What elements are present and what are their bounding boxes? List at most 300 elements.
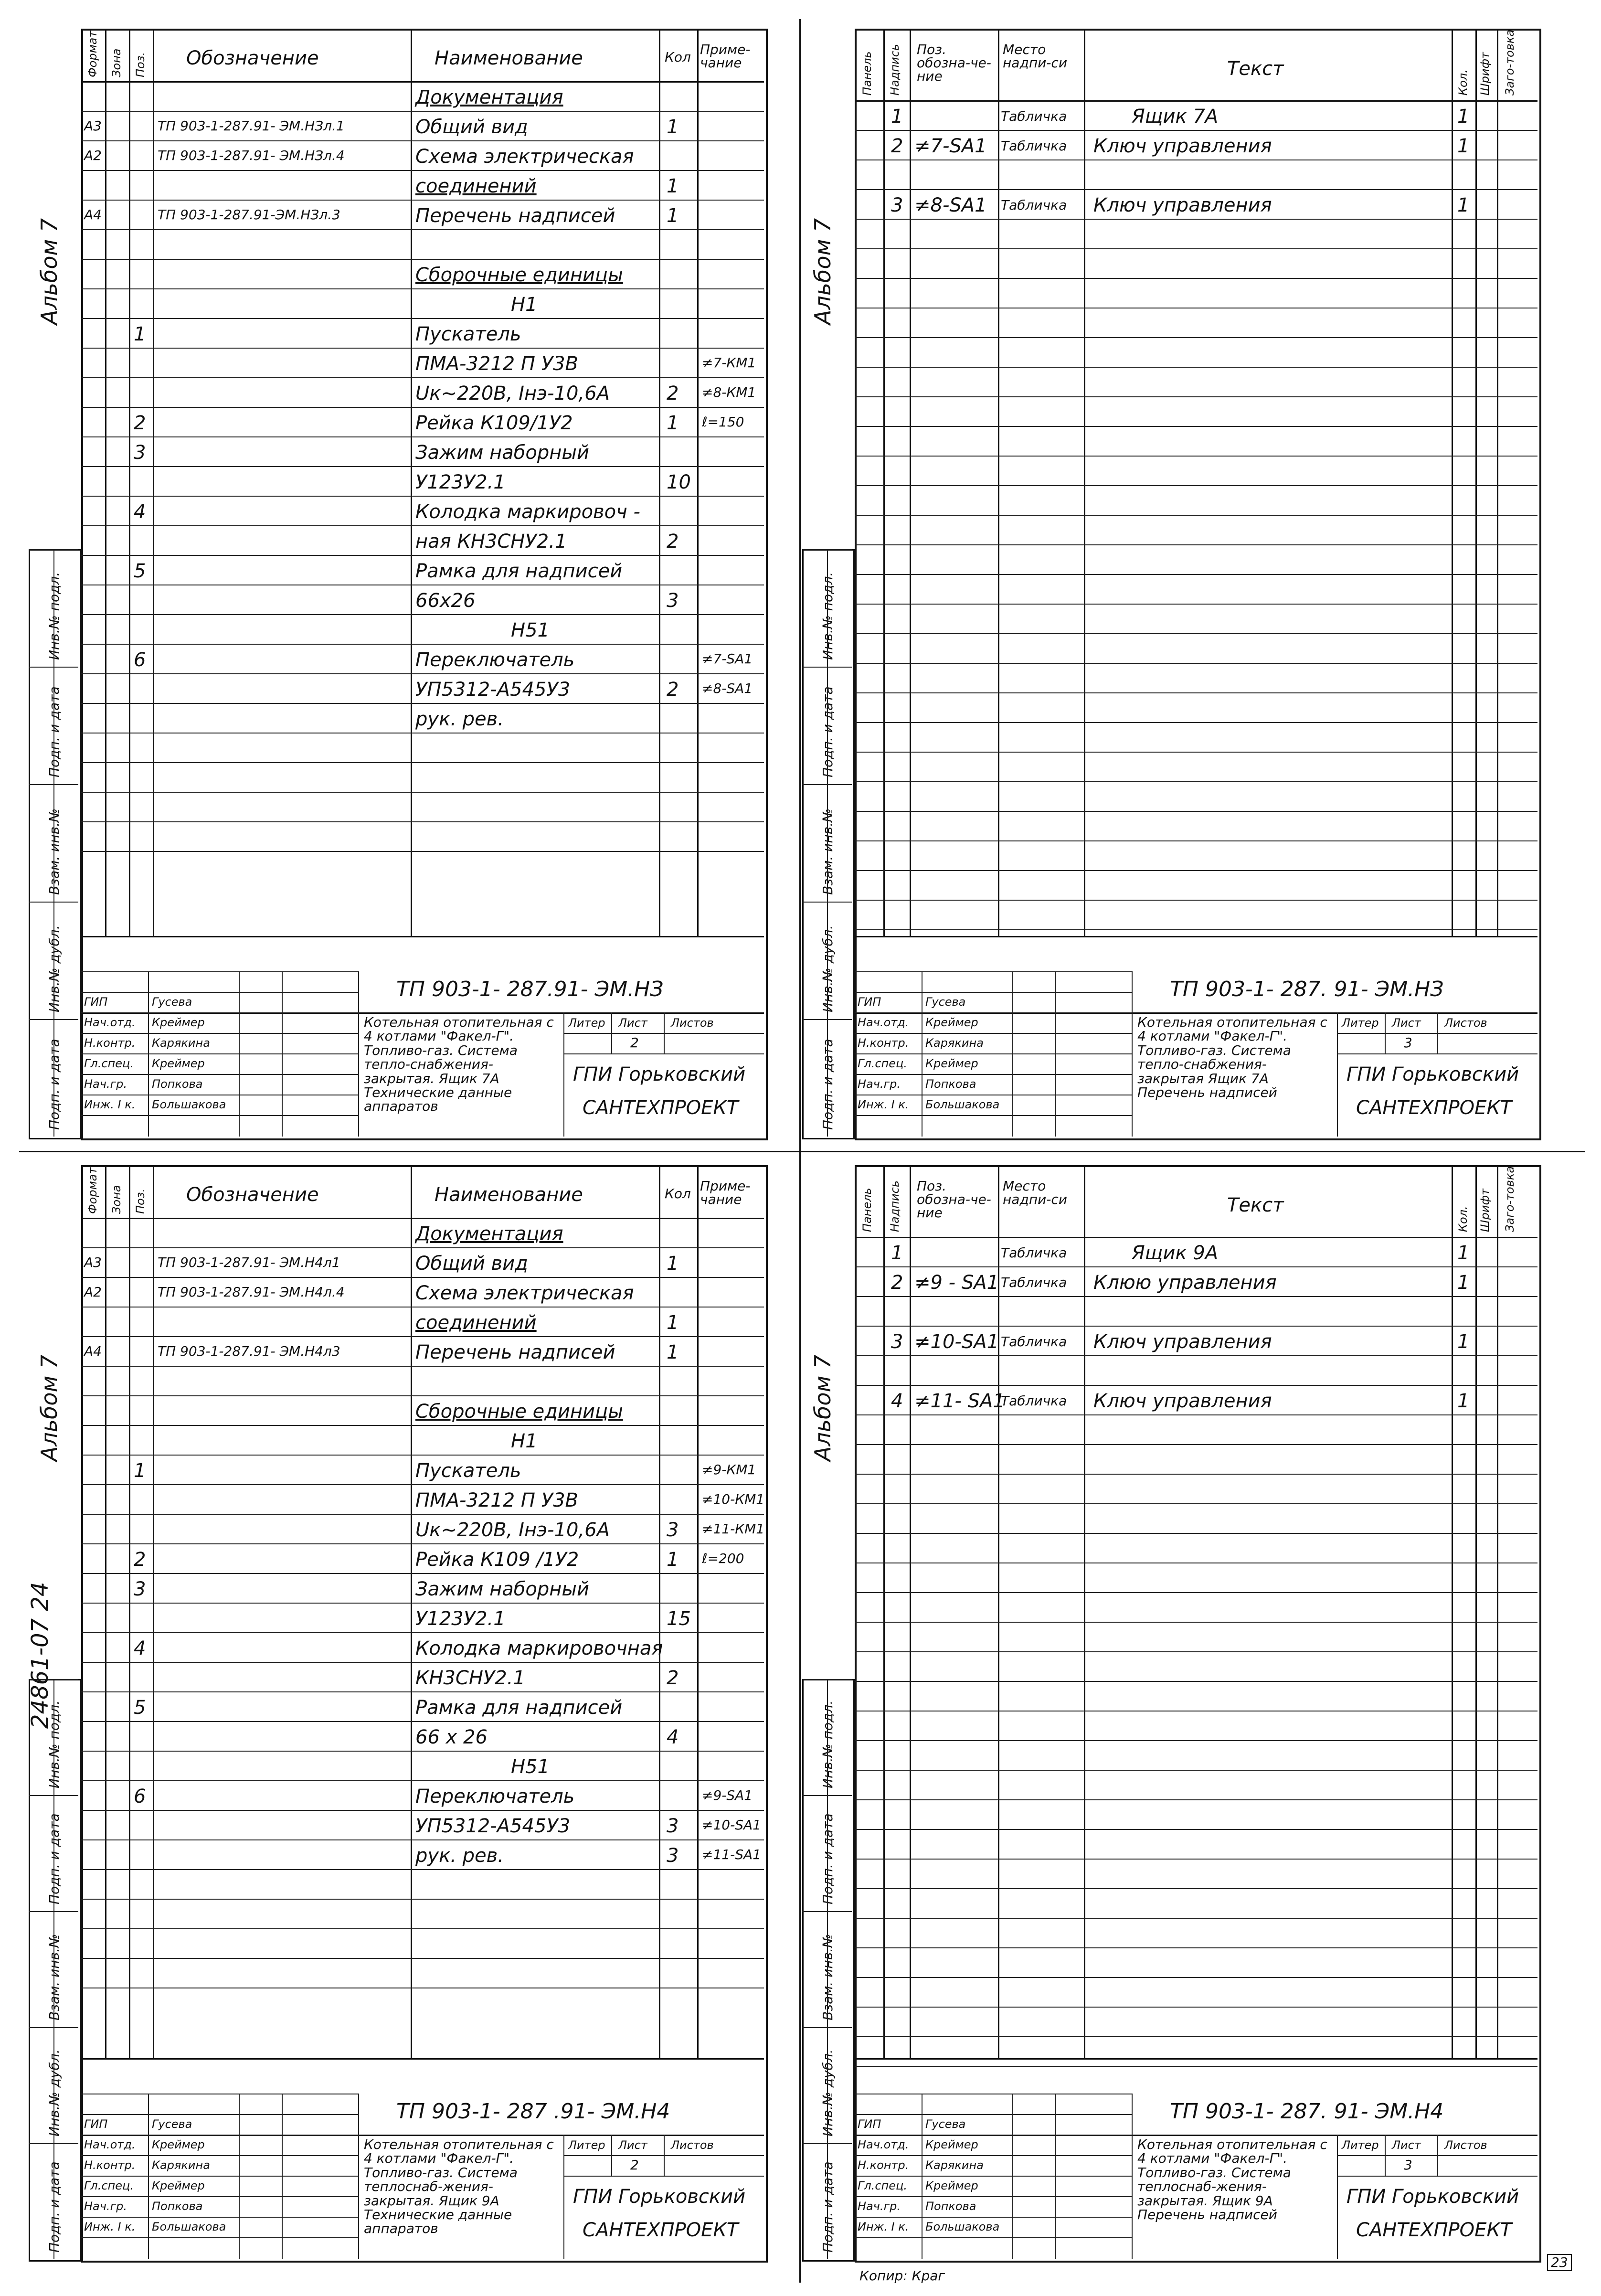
- list-col-line: [1475, 1165, 1477, 2058]
- title-block-role: Нач.гр.: [84, 1077, 127, 1091]
- side-strip-split: [827, 549, 828, 1137]
- side-label: Инв.№ дубл.: [820, 925, 836, 1012]
- list-row-line: [855, 1977, 1537, 1978]
- spec-row-line: [81, 673, 764, 674]
- spec-row-line: [81, 436, 764, 437]
- list-row-line: [855, 1799, 1537, 1800]
- spec-designation: ТП 903-1-287.91- ЭМ.Н4л.4: [158, 1284, 345, 1300]
- list-col-line: [883, 29, 885, 936]
- spec-name: Зажим наборный: [415, 1578, 590, 1600]
- spec-col-line: [129, 29, 130, 936]
- title-block-role: ГИП: [858, 995, 881, 1009]
- spec-name: Сборочные единицы: [415, 264, 623, 286]
- list-row-line: [855, 2007, 1537, 2008]
- side-label: Подп. и дата: [46, 686, 62, 777]
- title-block-name: Карякина: [152, 2158, 210, 2172]
- spec-name: Рамка для надписей: [415, 560, 623, 582]
- list-row-line: [855, 1888, 1537, 1889]
- side-label: Инв.№ подл.: [820, 1700, 836, 1788]
- spec-row-line: [81, 525, 764, 526]
- spec-row-line: [81, 1662, 764, 1663]
- list-row-line: [855, 1474, 1537, 1475]
- title-block-row: [563, 2155, 764, 2156]
- list-place: Табличка: [1001, 1275, 1067, 1290]
- album-label: Альбом 7: [36, 1354, 62, 1461]
- list-col-line: [998, 29, 999, 936]
- spec-note: ≠7-SA1: [702, 651, 753, 667]
- title-block-role: ГИП: [84, 995, 108, 1009]
- title-block-name: Креймер: [925, 2179, 978, 2192]
- spec-name: У123У2.1: [415, 1608, 506, 1630]
- title-block-org2: САНТЕХПРОЕКТ: [583, 1097, 739, 1119]
- title-block-role: Нач.гр.: [84, 2200, 127, 2213]
- spec-name: Сборочные единицы: [415, 1401, 623, 1423]
- list-qty: 1: [1457, 1390, 1470, 1412]
- album-label: Альбом 7: [810, 218, 836, 325]
- list-col-line: [1084, 29, 1085, 936]
- list-col-line: [1497, 29, 1498, 936]
- spec-qty: 1: [667, 1253, 679, 1275]
- title-block-code: ТП 903-1- 287.91- ЭМ.НЗ: [396, 977, 664, 1001]
- spec-row-line: [81, 703, 764, 704]
- list-pos: ≠7-SA1: [914, 135, 987, 157]
- title-block-sheet: Лист: [1392, 2138, 1421, 2152]
- title-block-name: Креймер: [152, 1016, 205, 1029]
- title-block-desc: Котельная отопительная с 4 котлами "Факел-Г". Топливо-газ. Система тепло-снабжения-закрытая. Ящик 7А Технические данные аппаратов: [364, 1014, 554, 1115]
- spec-qty: 1: [667, 412, 679, 434]
- list-place: Табличка: [1001, 197, 1067, 213]
- spec-pos: 5: [134, 560, 146, 582]
- list-row-line: [855, 1829, 1537, 1830]
- spec-row-line: [81, 229, 764, 230]
- list-row-line: [855, 604, 1537, 605]
- list-pos: ≠9 - SA1: [914, 1272, 999, 1294]
- list-row-line: [855, 1533, 1537, 1534]
- spec-name: Uк~220В, Iнэ-10,6А: [415, 383, 610, 404]
- title-block-sheet-no: 2: [630, 2157, 639, 2173]
- spec-pos: 5: [134, 1697, 146, 1719]
- title-block-role: Гл.спец.: [84, 2179, 134, 2192]
- spec-header-note: Приме-чание: [700, 1178, 751, 1207]
- title-block-row: [81, 2237, 358, 2238]
- spec-qty: 4: [667, 1726, 679, 1748]
- title-block-role: Инж. I к.: [858, 1098, 909, 1111]
- title-block-role: ГИП: [84, 2117, 108, 2131]
- title-block-org2: САНТЕХПРОЕКТ: [583, 2219, 739, 2241]
- title-block-code: ТП 903-1- 287. 91- ЭМ.Н4: [1170, 2099, 1444, 2124]
- list-row-line: [855, 752, 1537, 753]
- spec-name: Н1: [511, 1430, 538, 1452]
- title-block-name: Гусева: [925, 2117, 966, 2131]
- spec-designation: ТП 903-1-287.91- ЭМ.Н4л1: [158, 1254, 340, 1270]
- list-row-line: [855, 574, 1537, 575]
- list-header-pos: Поз. обозна-че-ние: [917, 1178, 991, 1221]
- spec-header-zone: Зона: [110, 48, 123, 77]
- spec-pos: 6: [134, 1786, 146, 1807]
- title-block-role: Гл.спец.: [858, 2179, 907, 2192]
- spec-note: ≠8-КМ1: [702, 384, 756, 400]
- spec-qty: 1: [667, 116, 679, 138]
- side-label: Подп. и дата: [820, 1813, 836, 1904]
- title-block-row: [81, 2196, 358, 2197]
- list-col-line: [1497, 1165, 1498, 2058]
- title-block-sheets: Листов: [671, 2138, 714, 2152]
- side-label: Инв.№ подл.: [46, 1700, 62, 1788]
- list-place: Табличка: [1001, 138, 1067, 154]
- title-block-name: Креймер: [152, 1057, 205, 1070]
- spec-col-line: [659, 1165, 660, 2058]
- list-row-line: [855, 1859, 1537, 1860]
- title-block-name: Попкова: [152, 1077, 203, 1091]
- spec-header-line: [81, 1218, 764, 1219]
- title-block-row: [855, 971, 1132, 972]
- side-strip-split: [827, 1679, 828, 2259]
- title-block-desc: Котельная отопительная с 4 котлами "Факел-Г". Топливо-газ. Система тепло-снабжения-закрытая Ящик 7А Перечень надписей: [1137, 1014, 1327, 1100]
- title-block-sheets: Листов: [671, 1016, 714, 1030]
- list-header-label: Надпись: [888, 1180, 901, 1232]
- title-block-sheet: Лист: [618, 1016, 647, 1030]
- title-block-row: [81, 1033, 358, 1034]
- title-block-org1: ГПИ Горьковский: [1347, 1063, 1519, 1085]
- list-place: Табличка: [1001, 1393, 1067, 1409]
- title-block-sheets: Листов: [1444, 2138, 1487, 2152]
- spec-col-line: [697, 1165, 699, 2058]
- spec-row-line: [81, 1366, 764, 1367]
- list-header-font: Шрифт: [1478, 1189, 1492, 1232]
- spec-row-line: [81, 1395, 764, 1396]
- list-qty: 1: [1457, 106, 1470, 128]
- spec-qty: 2: [667, 531, 679, 553]
- list-place: Табличка: [1001, 108, 1067, 124]
- title-block-name: Гусева: [925, 995, 966, 1009]
- title-block-desc: Котельная отопительная с 4 котлами "Факел-Г". Топливо-газ. Система теплоснаб-жения-закрытая. Ящик 9А Перечень надписей: [1137, 2137, 1327, 2222]
- spec-row-line: [81, 1780, 764, 1781]
- title-block-name: Большакова: [925, 2220, 1000, 2233]
- spec-col-line: [659, 29, 660, 936]
- spec-header-designation: Обозначение: [186, 1184, 319, 1206]
- list-row-line: [855, 515, 1537, 516]
- title-block-role: Нач.гр.: [858, 1077, 901, 1091]
- album-label: Альбом 7: [810, 1354, 836, 1461]
- list-pos: ≠8-SA1: [914, 194, 987, 216]
- list-header-place: Место надпи-си: [1003, 42, 1068, 71]
- spec-row-line: [81, 1514, 764, 1515]
- title-block-col: [563, 2135, 564, 2259]
- list-col-line: [1452, 1165, 1453, 2058]
- side-label: Инв.№ подл.: [46, 572, 62, 660]
- list-header-line: [855, 100, 1537, 102]
- spec-qty: 1: [667, 175, 679, 197]
- spec-qty: 1: [667, 1312, 679, 1334]
- spec-pos: 4: [134, 1637, 146, 1659]
- spec-row-line: [81, 1810, 764, 1811]
- side-label: Подп. и дата: [820, 686, 836, 777]
- title-block-role: Нач.отд.: [84, 2138, 136, 2151]
- list-qty: 1: [1457, 1331, 1470, 1353]
- spec-row-line: [81, 1455, 764, 1456]
- spec-qty: 1: [667, 205, 679, 227]
- list-row-line: [855, 426, 1537, 427]
- title-block-col: [1055, 2094, 1056, 2259]
- spec-row-line: [81, 1721, 764, 1722]
- spec-name: Пускатель: [415, 323, 521, 345]
- spec-name: соединений: [415, 175, 537, 197]
- side-label: Взам. инв.№: [820, 1934, 836, 2020]
- list-row-line: [855, 811, 1537, 812]
- title-block-col: [358, 2094, 359, 2259]
- list-row-line: [855, 2036, 1537, 2037]
- spec-name: УП5312-А545У3: [415, 679, 571, 701]
- spec-row-line: [81, 644, 764, 645]
- spec-row-line: [81, 348, 764, 349]
- side-label: Инв.№ подл.: [820, 572, 836, 660]
- title-block-row: [1337, 2155, 1537, 2156]
- title-block-role: Н.контр.: [858, 2158, 909, 2172]
- list-row-line: [855, 278, 1537, 279]
- title-block-row: [855, 2135, 1132, 2136]
- title-block-row: [81, 2114, 358, 2115]
- list-row-line: [855, 1296, 1537, 1297]
- list-row-line: [855, 1385, 1537, 1386]
- spec-row-line: [81, 1928, 764, 1929]
- title-block-litera: Литер: [568, 1016, 605, 1030]
- title-block-col: [239, 2094, 240, 2259]
- spec-row-line: [81, 1277, 764, 1278]
- title-block-row: [855, 2176, 1132, 2177]
- spec-format: А3: [84, 118, 102, 134]
- spec-designation: ТП 903-1-287.91- ЭМ.НЗл.1: [158, 118, 345, 134]
- middle-divider: [19, 1151, 1585, 1152]
- title-block-name: Карякина: [925, 1036, 984, 1050]
- spec-qty: 2: [667, 1667, 679, 1689]
- spec-designation: ТП 903-1-287.91- ЭМ.НЗл.4: [158, 148, 345, 163]
- list-row-line: [855, 722, 1537, 723]
- list-row-line: [855, 1651, 1537, 1652]
- list-row-line: [855, 1681, 1537, 1682]
- spec-header-format: Формат: [86, 31, 99, 77]
- spec-note: ≠9-SA1: [702, 1787, 753, 1803]
- list-text: Клюю управления: [1093, 1272, 1277, 1294]
- list-row-line: [855, 367, 1537, 368]
- spec-row-line: [81, 1484, 764, 1485]
- spec-name: Рейка К109 /1У2: [415, 1549, 579, 1571]
- title-block-col: [1055, 971, 1056, 1137]
- spec-name: Колодка маркировочная: [415, 1637, 663, 1659]
- spec-row-line: [81, 1869, 764, 1870]
- side-label: Взам. инв.№: [46, 1934, 62, 2020]
- spec-row-line: [81, 1543, 764, 1544]
- spec-row-line: [81, 792, 764, 793]
- list-col-line: [910, 29, 911, 936]
- spec-col-line: [411, 1165, 412, 2058]
- list-row-line: [855, 633, 1537, 634]
- list-row-line: [855, 1918, 1537, 1919]
- side-label: Инв.№ дубл.: [46, 2049, 62, 2137]
- title-block-top: [81, 936, 764, 937]
- title-block-name: Карякина: [925, 2158, 984, 2172]
- spec-qty: 1: [667, 1549, 679, 1571]
- side-label: Инв.№ дубл.: [46, 925, 62, 1012]
- title-block-role: Нач.отд.: [858, 1016, 909, 1029]
- list-place: Табличка: [1001, 1334, 1067, 1350]
- spec-row-line: [81, 377, 764, 378]
- spec-name: Документация: [415, 1223, 563, 1245]
- spec-row-line: [81, 851, 764, 852]
- side-label: Подп. и дата: [820, 1039, 836, 1130]
- title-block-col: [239, 971, 240, 1137]
- spec-name: Схема электрическая: [415, 1282, 634, 1304]
- spec-col-line: [105, 29, 106, 936]
- spec-note: ≠9-КМ1: [702, 1462, 756, 1478]
- list-row-line: [855, 219, 1537, 220]
- spec-pos: 3: [134, 1578, 146, 1600]
- spec-row-line: [81, 1632, 764, 1633]
- title-block-role: Нач.гр.: [858, 2200, 901, 2213]
- spec-note: ≠10-SA1: [702, 1817, 761, 1833]
- title-block-row: [81, 2176, 358, 2177]
- spec-note: ≠11-SA1: [702, 1847, 761, 1862]
- title-block-code: ТП 903-1- 287. 91- ЭМ.НЗ: [1170, 977, 1444, 1001]
- spec-header-qty: Кол: [665, 49, 691, 65]
- spec-col-line: [153, 1165, 154, 2058]
- list-header-pos: Поз. обозна-че-ние: [917, 42, 991, 84]
- title-block-row: [855, 1074, 1132, 1075]
- title-block-org2: САНТЕХПРОЕКТ: [1356, 1097, 1512, 1119]
- title-block-litera: Литер: [568, 2138, 605, 2152]
- list-row-line: [855, 1622, 1537, 1623]
- title-block-row: [855, 2114, 1132, 2115]
- list-row-line: [855, 781, 1537, 782]
- list-qty: 1: [1457, 194, 1470, 216]
- list-col-line: [883, 1165, 885, 2058]
- title-block-col: [148, 2094, 149, 2259]
- side-label: Подп. и дата: [46, 2161, 62, 2253]
- spec-header-pos: Поз.: [134, 52, 147, 77]
- title-block-row: [1337, 1053, 1537, 1054]
- title-block-org1: ГПИ Горьковский: [573, 1063, 746, 1085]
- spec-pos: 6: [134, 649, 146, 671]
- spec-row-line: [81, 614, 764, 615]
- spec-designation: ТП 903-1-287.91-ЭМ.НЗл.3: [158, 207, 340, 223]
- title-block-col: [1337, 1012, 1338, 1137]
- list-pos: ≠11- SA1: [914, 1390, 1005, 1412]
- spec-name: рук. рев.: [415, 1845, 504, 1867]
- title-block-role: Гл.спец.: [858, 1057, 907, 1070]
- spec-row-line: [81, 1899, 764, 1900]
- spec-pos: 2: [134, 412, 146, 434]
- spec-qty: 2: [667, 679, 679, 701]
- title-block-row: [563, 1053, 764, 1054]
- spec-note: ≠8-SA1: [702, 680, 753, 696]
- spec-col-line: [153, 29, 154, 936]
- title-block-row: [855, 992, 1132, 993]
- copy-note: Копир: Краг: [859, 2268, 945, 2284]
- spec-header-pos: Поз.: [134, 1188, 147, 1214]
- spec-row-line: [81, 170, 764, 171]
- spec-qty: 2: [667, 383, 679, 404]
- list-row-line: [855, 1444, 1537, 1445]
- list-qty: 1: [1457, 1242, 1470, 1264]
- spec-pos: 4: [134, 501, 146, 523]
- list-row-line: [855, 840, 1537, 841]
- list-text: Ключ управления: [1093, 1331, 1272, 1353]
- title-block-role: Нач.отд.: [84, 1016, 136, 1029]
- spec-name: Uк~220В, Iнэ-10,6А: [415, 1519, 610, 1541]
- spec-format: А3: [84, 1254, 102, 1270]
- title-block-col: [1337, 2135, 1338, 2259]
- list-no: 4: [891, 1390, 903, 1412]
- spec-qty: 3: [667, 1845, 679, 1867]
- spec-col-line: [697, 29, 699, 936]
- spec-row-line: [81, 1247, 764, 1248]
- spec-name: УП5312-А545У3: [415, 1815, 571, 1837]
- title-block-name: Попкова: [925, 2200, 976, 2213]
- list-row-line: [855, 929, 1537, 930]
- spec-row-line: [81, 555, 764, 556]
- spec-name: соединений: [415, 1312, 537, 1334]
- list-row-line: [855, 1326, 1537, 1327]
- spec-name: У123У2.1: [415, 471, 506, 493]
- title-block-col: [282, 2094, 283, 2259]
- title-block-name: Попкова: [925, 1077, 976, 1091]
- title-block-role: Инж. I к.: [84, 1098, 136, 1111]
- list-row-line: [855, 337, 1537, 338]
- spec-format: А4: [84, 1343, 102, 1359]
- title-block-row: [855, 1033, 1132, 1034]
- list-header-qty: Кол.: [1456, 1206, 1470, 1232]
- title-block-sheets: Листов: [1444, 1016, 1487, 1030]
- spec-row-line: [81, 407, 764, 408]
- list-row-line: [855, 663, 1537, 664]
- list-header-text: Текст: [1227, 58, 1284, 80]
- list-col-line: [1475, 29, 1477, 936]
- title-block-top: [81, 2058, 764, 2060]
- spec-name: ПМА-3212 П У3В: [415, 353, 578, 375]
- title-block-role: Инж. I к.: [858, 2220, 909, 2233]
- spec-pos: 1: [134, 323, 146, 345]
- title-block-role: Н.контр.: [84, 2158, 136, 2172]
- title-block-col: [1132, 2094, 1133, 2259]
- spec-note: ≠10-КМ1: [702, 1491, 765, 1507]
- list-header-place: Место надпи-си: [1003, 1178, 1068, 1207]
- spec-header-note: Приме-чание: [700, 42, 751, 71]
- title-block-row: [855, 1115, 1132, 1116]
- spec-header-zone: Зона: [110, 1185, 123, 1214]
- title-block-col: [1132, 971, 1133, 1137]
- spec-col-line: [105, 1165, 106, 2058]
- title-block-org1: ГПИ Горьковский: [1347, 2186, 1519, 2208]
- spec-designation: ТП 903-1-287.91- ЭМ.Н4л3: [158, 1343, 340, 1359]
- list-header-line: [855, 1237, 1537, 1238]
- title-block-sheet: Лист: [618, 2138, 647, 2152]
- list-col-line: [1452, 29, 1453, 936]
- spec-row-line: [81, 762, 764, 763]
- title-block-row: [855, 1012, 1132, 1013]
- spec-format: А2: [84, 1284, 102, 1300]
- title-block-litera: Литер: [1342, 2138, 1379, 2152]
- spec-col-line: [129, 1165, 130, 2058]
- spec-row-line: [81, 1958, 764, 1959]
- title-block-row: [81, 1012, 358, 1013]
- title-block-col: [563, 1012, 564, 1137]
- list-no: 3: [891, 1331, 903, 1353]
- title-block-col: [358, 971, 359, 1137]
- title-block-row: [81, 2155, 358, 2156]
- list-row-line: [855, 1770, 1537, 1771]
- title-block-name: Креймер: [925, 1016, 978, 1029]
- spec-pos: 2: [134, 1549, 146, 1571]
- spec-pos: 1: [134, 1460, 146, 1482]
